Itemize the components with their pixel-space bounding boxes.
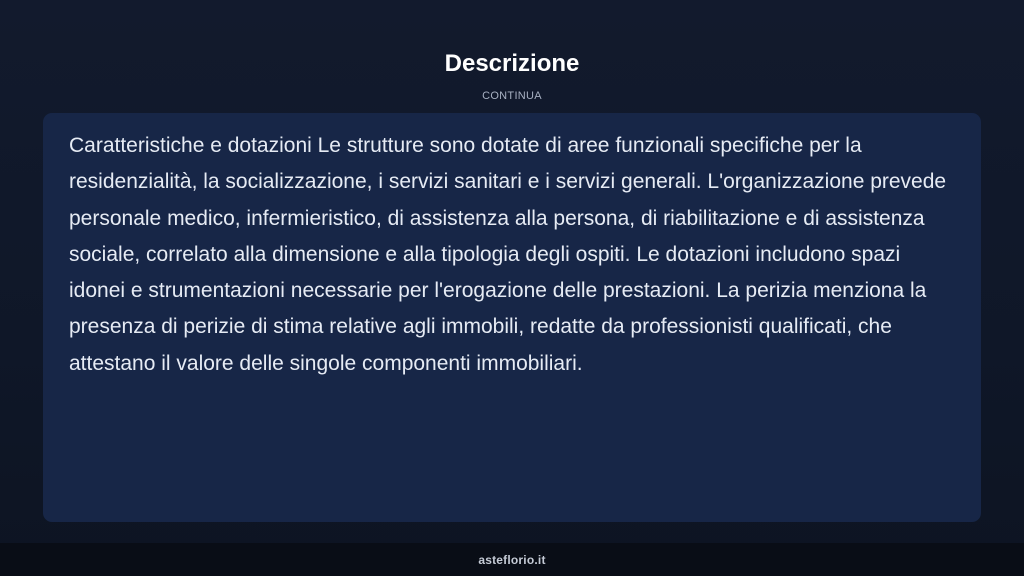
description-card [43, 113, 981, 522]
page-title: Descrizione [444, 50, 580, 77]
header [0, 48, 1024, 103]
description-text: Caratteristiche e dotazioni Le strutture sono dotate di aree funzionali specifiche per la residenzialità, la socializzazione, i servizi sanitari e i servizi generali. L'organizzazione prevede personale medico, infermieristico, di assistenza alla persona, di riabilitazione e di assistenza sociale, correlato alla dimensione e alla tipologia degli ospiti. Le dotazioni includono spazi idonei e strumentazioni necessarie per l'erogazione delle prestazioni. La perizia menziona la presenza di perizie di stima relative agli immobili, redatte da professionisti qualificati, che attestano il valore delle singole componenti immobiliari. [69, 134, 947, 375]
footer-brand: asteflorio.it [478, 552, 546, 567]
footer [0, 543, 1024, 576]
continua-label: CONTINUA [482, 90, 542, 102]
